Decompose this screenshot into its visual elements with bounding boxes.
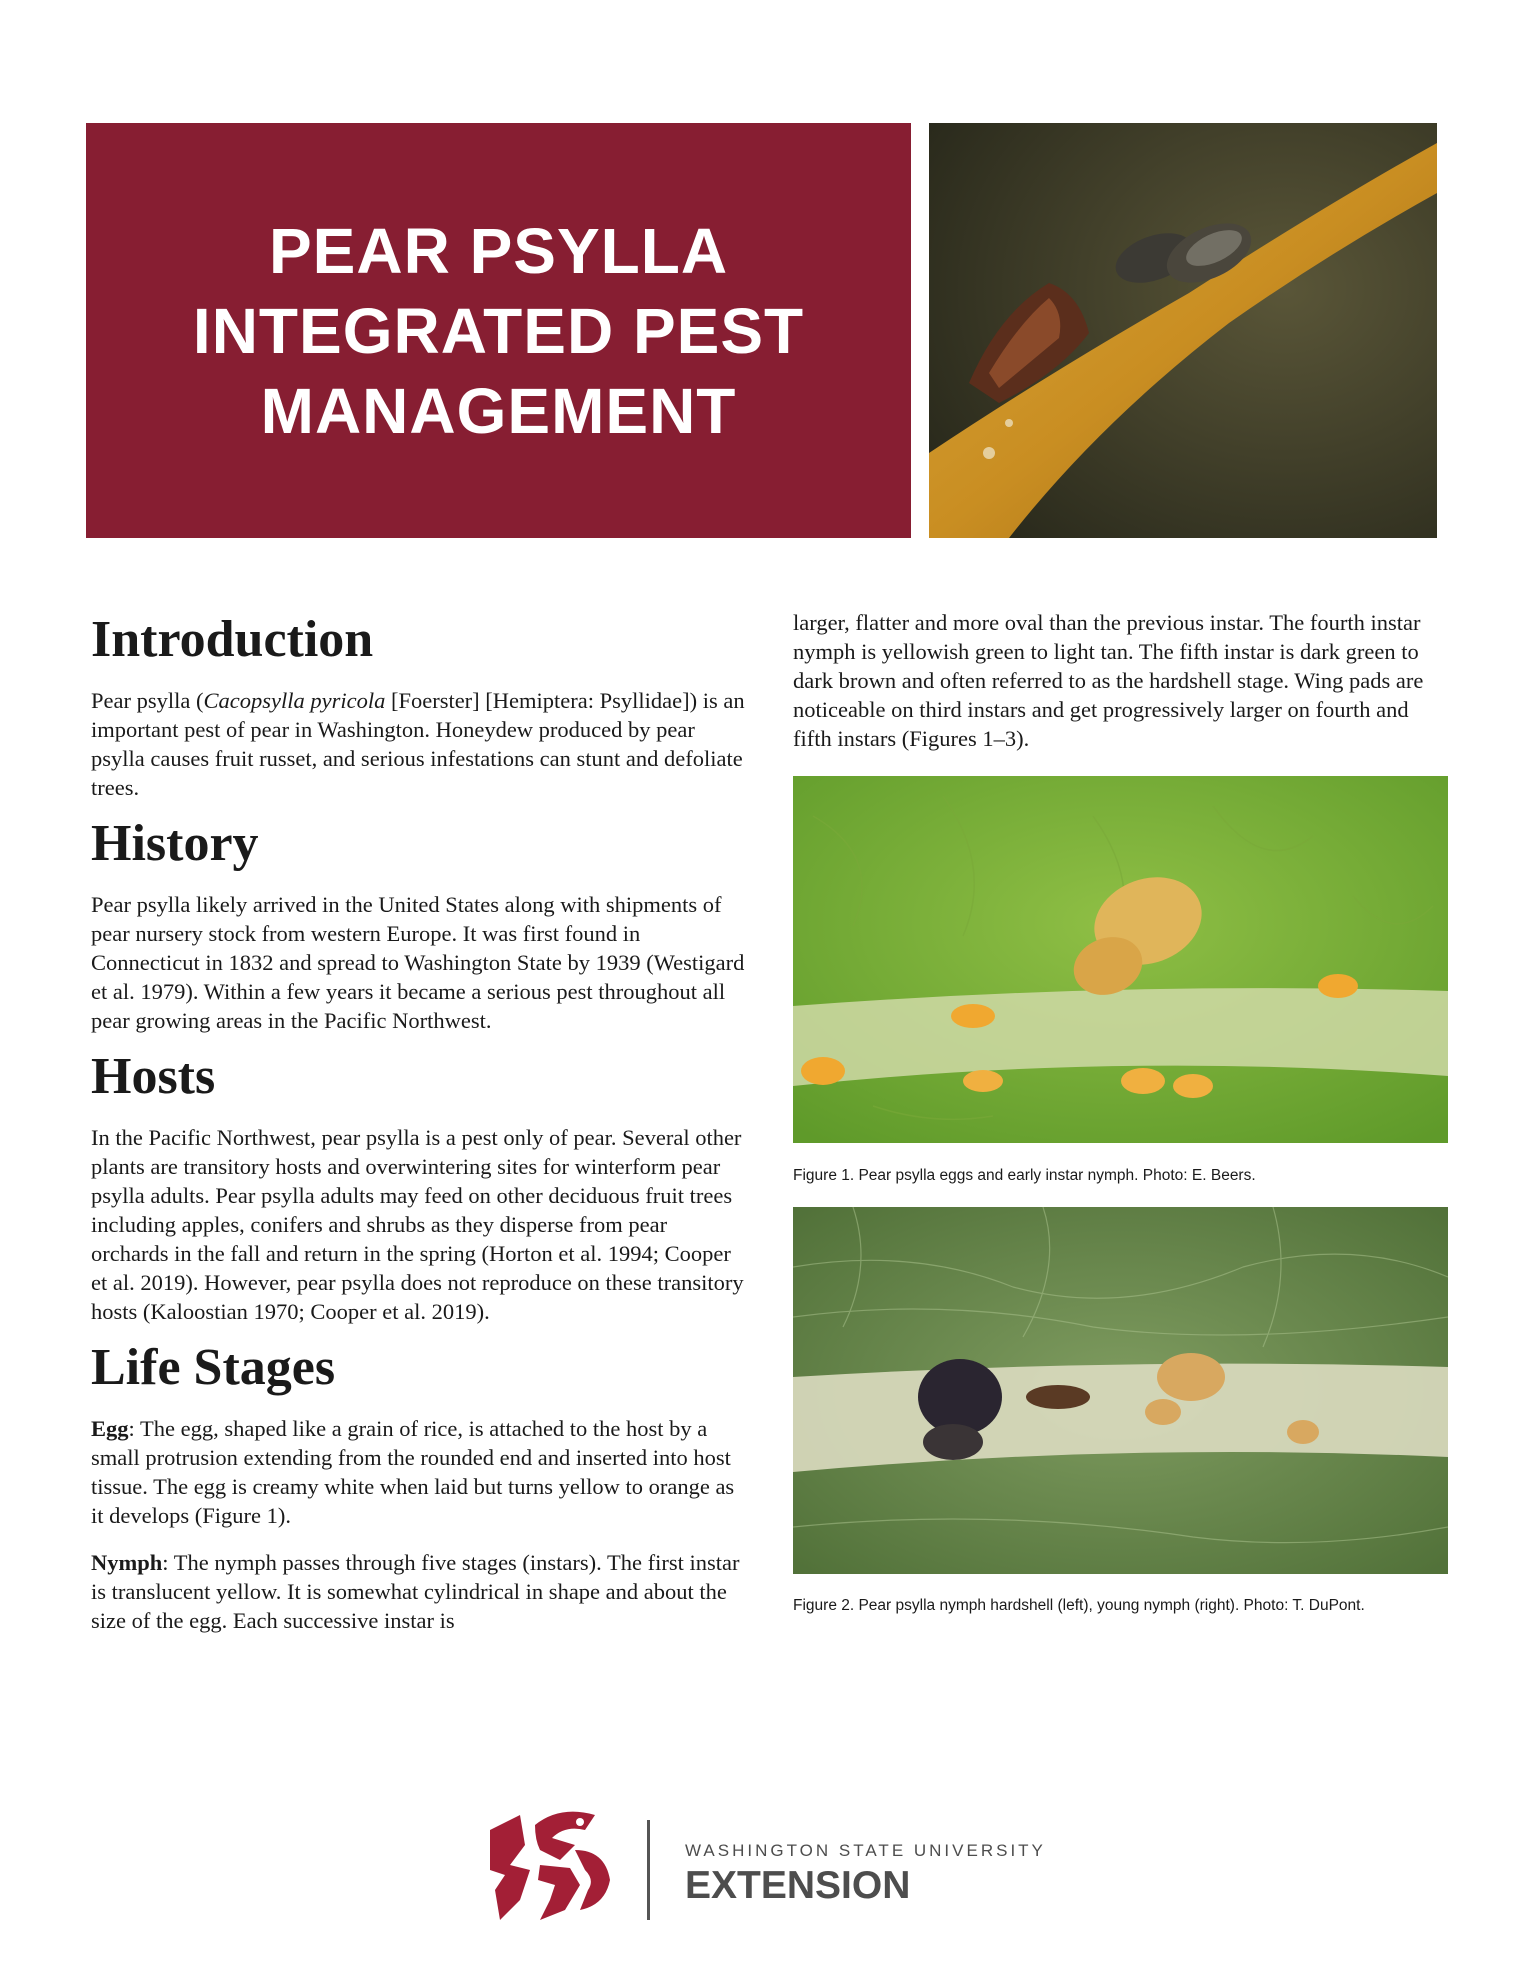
history-paragraph: Pear psylla likely arrived in the United States along with shipments of pear nursery stock from western Europe. It was first found in Connecticut in 1832 and spread to Washington State by 1939 (Westigard et al. 1979). Within a few years it became a serious pest throughout all pear growing areas in the Pacific Northwest.	[91, 892, 745, 1033]
title-line-3: MANAGEMENT	[260, 374, 737, 447]
heading-history: History	[91, 815, 259, 872]
egg-label: Egg	[91, 1416, 129, 1441]
nymph-text: : The nymph passes through five stages (instars). The first instar is translucent yellow. It is somewhat cylindrical in shape and about the size of the egg. Each successive instar is	[91, 1550, 740, 1633]
title-line-2: INTEGRATED PEST	[192, 294, 805, 367]
org-name-line-1: WASHINGTON STATE UNIVERSITY	[685, 1841, 1046, 1860]
nymph-paragraph-continued: larger, flatter and more oval than the previous instar. The fourth instar nymph is yellowish green to light tan. The fifth instar is dark green to dark brown and often referred to as the hardshell stage. Wing pads are noticeable on third instars and get progressively larger on fourth and fifth instars (Figures 1–3).	[793, 610, 1424, 751]
species-name: Cacopsylla pyricola	[203, 688, 386, 713]
org-name-line-2: EXTENSION	[685, 1864, 911, 1907]
left-column	[91, 608, 745, 1635]
hero-photo-psylla-on-twig	[929, 123, 1437, 538]
intro-text-a: Pear psylla (	[91, 688, 204, 713]
figure-1-caption: Figure 1. Pear psylla eggs and early instar nymph. Photo: E. Beers.	[793, 1167, 1256, 1184]
title-line-1: PEAR PSYLLA	[268, 214, 729, 287]
right-column	[793, 608, 1448, 753]
title-banner	[86, 123, 911, 538]
egg-text: : The egg, shaped like a grain of rice, is attached to the host by a small protrusion extending from the rounded end and inserted into host tissue. The egg is creamy white when laid but turns yellow to orange as it develops (Figure 1).	[91, 1416, 735, 1528]
figure-2-caption: Figure 2. Pear psylla nymph hardshell (left), young nymph (right). Photo: T. DuPont.	[793, 1597, 1365, 1614]
figure-2-photo	[793, 1207, 1448, 1574]
wsu-cougar-logo-icon	[480, 1790, 620, 1930]
introduction-paragraph	[91, 686, 745, 802]
figure-1-photo	[793, 776, 1448, 1143]
document-title	[193, 211, 804, 451]
nymph-label: Nymph	[91, 1550, 163, 1575]
heading-introduction: Introduction	[91, 611, 374, 668]
intro-text-b: [Foerster] [Hemiptera: Psyllidae]) is an important pest of pear in Washington. Honeydew produced by pear psylla causes fruit russet, and serious infestations can stunt and defoliate trees.	[91, 688, 745, 800]
hosts-paragraph: In the Pacific Northwest, pear psylla is a pest only of pear. Several other plants are transitory hosts and overwintering sites for winterform pear psylla adults. Pear psylla adults may feed on other deciduous fruit trees including apples, conifers and shrubs as they disperse from pear orchards in the fall and return in the spring (Horton et al. 1994; Cooper et al. 2019). However, pear psylla does not reproduce on these transitory hosts (Kaloostian 1970; Cooper et al. 2019).	[91, 1125, 744, 1324]
wsu-extension-footer	[480, 1790, 1080, 1930]
heading-hosts: Hosts	[91, 1048, 216, 1105]
footer-divider	[647, 1820, 650, 1920]
heading-life-stages: Life Stages	[91, 1339, 336, 1396]
egg-paragraph	[91, 1414, 745, 1530]
nymph-paragraph	[91, 1548, 745, 1635]
